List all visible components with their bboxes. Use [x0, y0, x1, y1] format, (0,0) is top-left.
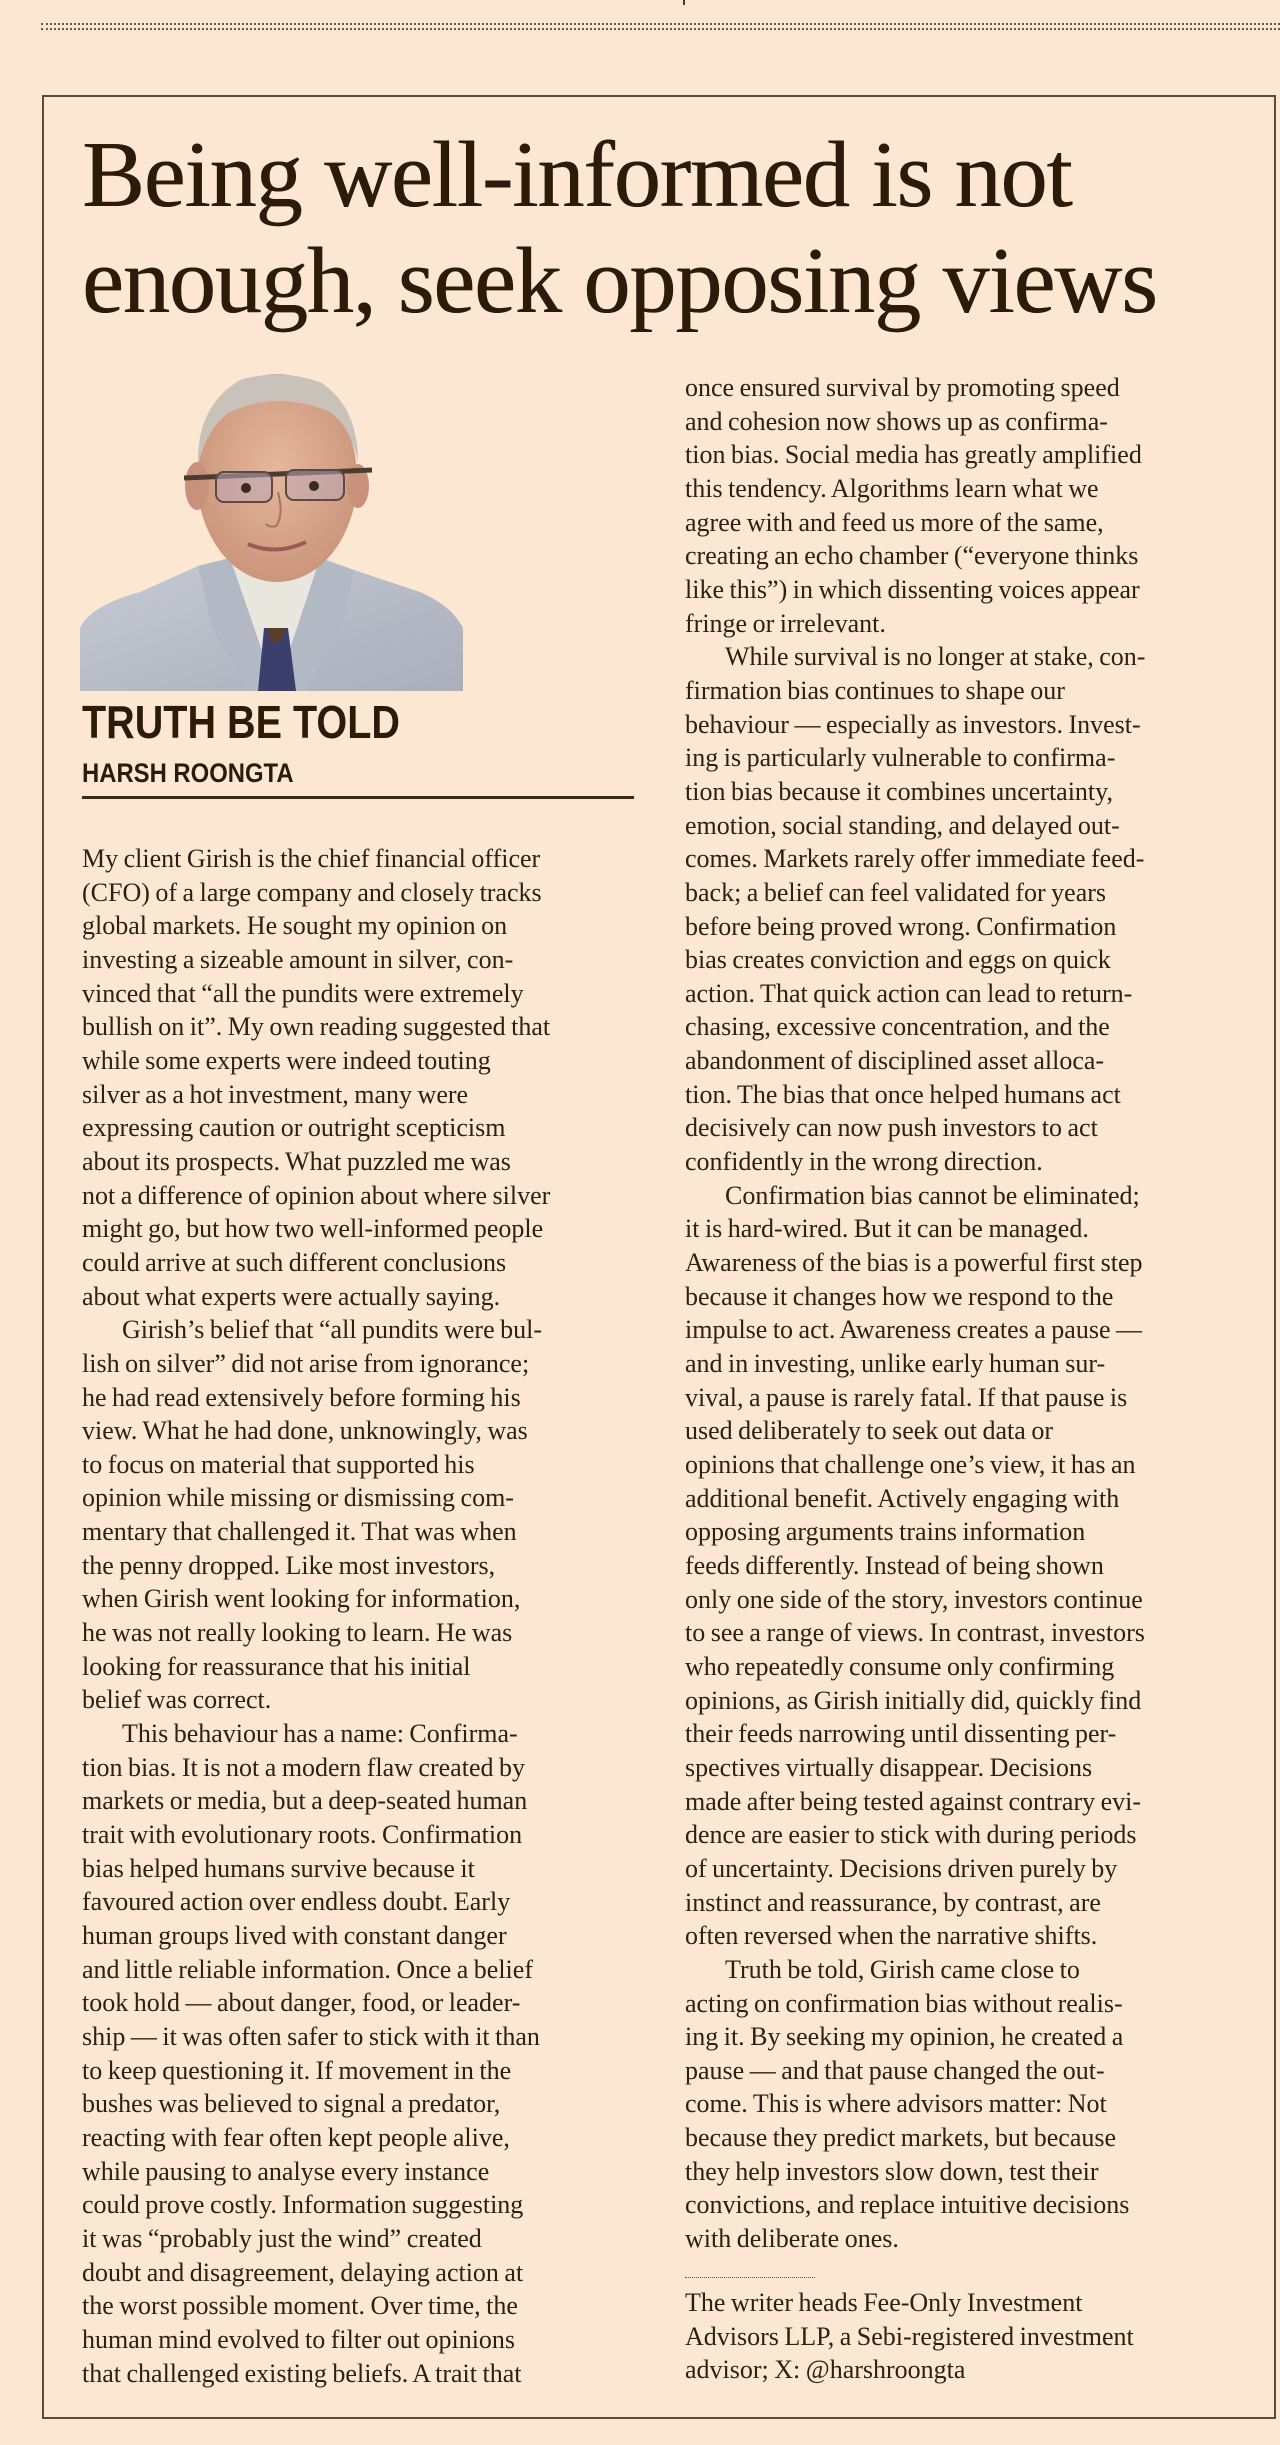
text-line: because they predict markets, but because [685, 2123, 1117, 2153]
text-line: mentary that challenged it. That was when [82, 1517, 517, 1547]
text-line: vinced that “all the pundits were extremely [82, 978, 524, 1008]
text-line: only one side of the story, investors continue [685, 1584, 1143, 1614]
text-line: when Girish went looking for information, [82, 1584, 521, 1614]
text-line: it is hard-wired. But it can be managed. [685, 1214, 1089, 1244]
text-line: took hold — about danger, food, or leader- [82, 1988, 521, 2018]
text-line: creating an echo chamber (“everyone thinks [685, 541, 1139, 571]
dotted-rule-bottom [41, 28, 1280, 30]
text-line: while pausing to analyse every instance [82, 2156, 490, 2186]
article-column-left [82, 842, 630, 2390]
text-line: the penny dropped. Like most investors, [82, 1550, 496, 1580]
author-name: HARSH ROONGTA [82, 758, 294, 788]
text-line: this tendency. Algorithms learn what we [685, 473, 1099, 503]
text-line: bushes was believed to signal a predator, [82, 2089, 501, 2119]
paragraph [685, 1953, 1233, 2256]
paragraph [82, 1313, 630, 1717]
text-line: firmation bias continues to shape our [685, 675, 1065, 705]
paragraph [82, 1717, 630, 2390]
text-line: agree with and feed us more of the same, [685, 507, 1104, 537]
text-line: acting on confirmation bias without realis- [685, 1988, 1123, 2018]
text-line: human groups lived with constant danger [82, 1921, 507, 1950]
paragraph [82, 842, 630, 1313]
text-line: lish on silver” did not arise from ignorance; [82, 1348, 530, 1378]
text-line: feeds differently. Instead of being shown [685, 1550, 1104, 1580]
text-line: ing is particularly vulnerable to confirma- [685, 743, 1116, 773]
text-line: belief was correct. [82, 1685, 272, 1715]
text-line: behaviour — especially as investors. Invest- [685, 709, 1141, 739]
text-line: Awareness of the bias is a powerful first step [685, 1248, 1143, 1278]
text-line: decisively can now push investors to act [685, 1113, 1098, 1143]
text-line: of uncertainty. Decisions driven purely by [685, 1853, 1118, 1883]
headline-line-2: enough, seek opposing views [82, 229, 1157, 333]
text-line: and little reliable information. Once a belief [82, 1954, 533, 1984]
headline [82, 122, 1262, 334]
footnote-line: advisor; X: @harshroongta [685, 2355, 966, 2385]
text-line: once ensured survival by promoting speed [685, 373, 1120, 402]
text-line: while some experts were indeed touting [82, 1045, 491, 1075]
footnote-separator [685, 2277, 815, 2278]
text-line: that challenged existing beliefs. A trait that [82, 2358, 522, 2388]
text-line: because it changes how we respond to the [685, 1281, 1114, 1311]
text-line: made after being tested against contrary evi- [685, 1786, 1142, 1816]
paragraph [685, 640, 1233, 1179]
text-line: ing it. By seeking my opinion, he created a [685, 2022, 1124, 2052]
page-edge-mark [683, 0, 685, 5]
text-line: vival, a pause is rarely fatal. If that pause is [685, 1382, 1128, 1412]
text-line: investing a sizeable amount in silver, con- [82, 944, 514, 974]
text-line: emotion, social standing, and delayed out- [685, 810, 1120, 840]
article-column-right [685, 371, 1233, 2256]
text-line: with deliberate ones. [685, 2224, 899, 2254]
text-line: markets or media, but a deep-seated human [82, 1786, 528, 1816]
paragraph [685, 1179, 1233, 1953]
byline-rule [82, 796, 634, 799]
text-line: about what experts were actually saying. [82, 1281, 501, 1311]
text-line: he was not really looking to learn. He was [82, 1618, 513, 1648]
text-line: to keep questioning it. If movement in the [82, 2055, 512, 2085]
text-line: While survival is no longer at stake, con- [725, 642, 1146, 672]
text-line: bullish on it”. My own reading suggested that [82, 1012, 551, 1042]
text-line: and cohesion now shows up as confirma- [685, 406, 1108, 436]
text-line: spectives virtually disappear. Decisions [685, 1752, 1093, 1782]
text-line: their feeds narrowing until dissenting per- [685, 1719, 1117, 1749]
text-line: trait with evolutionary roots. Confirmation [82, 1820, 523, 1850]
text-line: bias helped humans survive because it [82, 1853, 475, 1883]
paragraph [685, 371, 1233, 640]
text-line: ship — it was often safer to stick with it than [82, 2021, 540, 2051]
text-line: favoured action over endless doubt. Early [82, 1887, 511, 1917]
text-line: bias creates conviction and eggs on quick [685, 945, 1111, 975]
text-line: opposing arguments trains information [685, 1517, 1086, 1547]
text-line: tion. The bias that once helped humans act [685, 1079, 1121, 1109]
text-line: opinions that challenge one’s view, it has an [685, 1450, 1136, 1479]
text-line: opinion while missing or dismissing com- [82, 1483, 514, 1513]
dotted-rule-top [41, 23, 1280, 25]
text-line: impulse to act. Awareness creates a pause — [685, 1315, 1143, 1345]
text-line: back; a belief can feel validated for years [685, 877, 1107, 907]
text-line: reacting with fear often kept people alive, [82, 2122, 510, 2152]
text-line: before being proved wrong. Confirmation [685, 911, 1117, 941]
column-name: TRUTH BE TOLD [82, 696, 400, 748]
text-line: comes. Markets rarely offer immediate feed- [685, 844, 1145, 874]
text-line: opinions, as Girish initially did, quickly find [685, 1685, 1142, 1715]
text-line: the worst possible moment. Over time, the [82, 2291, 518, 2321]
text-line: abandonment of disciplined asset alloca- [685, 1046, 1105, 1076]
text-line: Truth be told, Girish came close to [725, 1954, 1080, 1984]
author-footnote [685, 2286, 1233, 2387]
text-line: Girish’s belief that “all pundits were bul- [122, 1315, 543, 1345]
text-line: fringe or irrelevant. [685, 608, 886, 638]
text-line: doubt and disagreement, delaying action at [82, 2257, 524, 2287]
text-line: tion bias. Social media has greatly amplified [685, 440, 1142, 470]
headline-line-1: Being well-informed is not [82, 123, 1072, 227]
text-line: (CFO) of a large company and closely tracks [82, 877, 542, 907]
text-line: My client Girish is the chief financial officer [82, 844, 541, 873]
author-photo [80, 366, 466, 691]
text-line: global markets. He sought my opinion on [82, 911, 508, 941]
text-line: looking for reassurance that his initial [82, 1651, 471, 1681]
text-line: to focus on material that supported his [82, 1449, 475, 1479]
text-line: they help investors slow down, test their [685, 2156, 1099, 2186]
text-line: silver as a hot investment, many were [82, 1079, 469, 1109]
text-line: view. What he had done, unknowingly, was [82, 1416, 528, 1446]
text-line: it was “probably just the wind” created [82, 2223, 482, 2253]
text-line: confidently in the wrong direction. [685, 1147, 1043, 1177]
text-line: This behaviour has a name: Confirma- [122, 1719, 518, 1749]
text-line: instinct and reassurance, by contrast, are [685, 1887, 1101, 1917]
text-line: not a difference of opinion about where silver [82, 1180, 551, 1210]
footnote-line: Advisors LLP, a Sebi-registered investment [685, 2321, 1134, 2351]
text-line: like this”) in which dissenting voices appear [685, 574, 1140, 604]
text-line: tion bias. It is not a modern flaw created by [82, 1752, 525, 1782]
text-line: could arrive at such different conclusions [82, 1247, 507, 1277]
text-line: who repeatedly consume only confirming [685, 1651, 1115, 1681]
text-line: dence are easier to stick with during periods [685, 1820, 1137, 1850]
text-line: and in investing, unlike early human sur- [685, 1349, 1106, 1379]
text-line: used deliberately to seek out data or [685, 1416, 1053, 1446]
text-line: to see a range of views. In contrast, investors [685, 1618, 1145, 1648]
text-line: he had read extensively before forming his [82, 1382, 521, 1412]
text-line: come. This is where advisors matter: Not [685, 2089, 1107, 2119]
text-line: additional benefit. Actively engaging with [685, 1483, 1120, 1513]
text-line: chasing, excessive concentration, and the [685, 1012, 1110, 1042]
text-line: action. That quick action can lead to return- [685, 978, 1133, 1008]
text-line: convictions, and replace intuitive decisions [685, 2190, 1130, 2220]
text-line: might go, but how two well-informed people [82, 1214, 544, 1244]
text-line: Confirmation bias cannot be eliminated; [725, 1180, 1140, 1210]
text-line: often reversed when the narrative shifts. [685, 1921, 1098, 1951]
text-line: could prove costly. Information suggesting [82, 2190, 524, 2220]
text-line: expressing caution or outright scepticism [82, 1113, 506, 1143]
text-line: tion bias because it combines uncertainty, [685, 776, 1113, 806]
text-line: pause — and that pause changed the out- [685, 2055, 1105, 2085]
text-line: about its prospects. What puzzled me was [82, 1146, 511, 1176]
footnote-line: The writer heads Fee-Only Investment [685, 2288, 1083, 2317]
text-line: human mind evolved to filter out opinions [82, 2324, 516, 2354]
